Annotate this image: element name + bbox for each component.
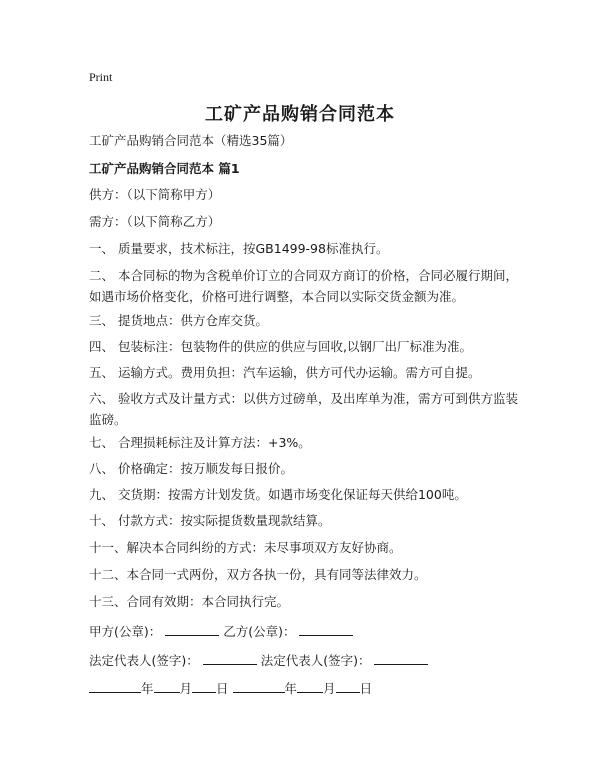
clause-7: 七、 合理损耗标注及计算方法：+3%。 xyxy=(89,435,311,450)
party-a-seal-label: 甲方(公章)： xyxy=(89,624,162,639)
day-label: 日 xyxy=(216,681,229,696)
representative-row xyxy=(89,650,519,672)
party-a-rep-label: 法定代表人(签字)： xyxy=(89,653,199,668)
party-a-year-blank xyxy=(89,679,141,693)
date-row xyxy=(89,678,519,700)
clause-12: 十二、本合同一式两份，双方各执一份，具有同等法律效力。 xyxy=(89,567,427,582)
clause-11: 十一、解决本合同纠纷的方式：未尽事项双方友好协商。 xyxy=(89,540,402,555)
clause-8: 八、 价格确定：按万顺发每日报价。 xyxy=(89,461,293,476)
party-b-day-blank xyxy=(336,679,360,693)
party-b-year-blank xyxy=(233,679,285,693)
party-b-rep-blank xyxy=(374,651,428,665)
print-link[interactable]: Print xyxy=(89,70,113,84)
clause-5: 五、 运输方式。费用负担：汽车运输，供方可代办运输。需方可自提。 xyxy=(89,365,481,380)
clause-10: 十、 付款方式：按实际提货数量现款结算。 xyxy=(89,513,331,528)
year-label: 年 xyxy=(284,681,298,696)
document-title: 工矿产品购销合同范本 xyxy=(205,104,395,125)
party-b-seal-label: 乙方(公章)： xyxy=(223,624,296,639)
clause-1: 一、 质量要求，技术标注，按GB1499-98标准执行。 xyxy=(89,241,389,256)
paragraph-supplier: 供方：（以下简称甲方） xyxy=(89,187,221,202)
party-a-day-blank xyxy=(192,679,216,693)
party-b-seal-blank xyxy=(299,622,353,636)
clause-4: 四、 包装标注：包装物件的供应的供应与回收,以钢厂出厂标准为准。 xyxy=(89,339,472,354)
section-heading: 工矿产品购销合同范本 篇1 xyxy=(89,161,240,176)
party-a-rep-blank xyxy=(203,651,257,665)
party-a-month-blank xyxy=(154,679,180,693)
document-subtitle: 工矿产品购销合同范本（精选35篇） xyxy=(89,133,293,148)
clause-9: 九、 交货期：按需方计划发货。如遇市场变化保证每天供给100吨。 xyxy=(89,487,467,502)
clause-2: 二、 本合同标的物为含税单价订立的合同双方商订的价格，合同必履行期间，如遇市场价格变化，价格可进行调整，本合同以实际交货金额为准。 xyxy=(89,268,518,304)
clause-13: 十三、合同有效期：本合同执行完。 xyxy=(89,594,290,609)
clause-3: 三、 提货地点：供方仓库交货。 xyxy=(89,313,268,328)
party-b-month-blank xyxy=(297,679,323,693)
paragraph-buyer: 需方：（以下简称乙方） xyxy=(89,214,221,229)
month-label: 月 xyxy=(179,681,193,696)
party-b-rep-label: 法定代表人(签字)： xyxy=(260,653,371,668)
day-label: 日 xyxy=(359,681,373,696)
party-a-seal-blank xyxy=(165,622,219,636)
seal-row xyxy=(89,621,519,643)
year-label: 年 xyxy=(141,681,154,696)
month-label: 月 xyxy=(323,681,336,696)
clause-6: 六、 验收方式及计量方式：以供方过磅单，及出库单为准，需方可到供方监装监磅。 xyxy=(89,391,518,427)
